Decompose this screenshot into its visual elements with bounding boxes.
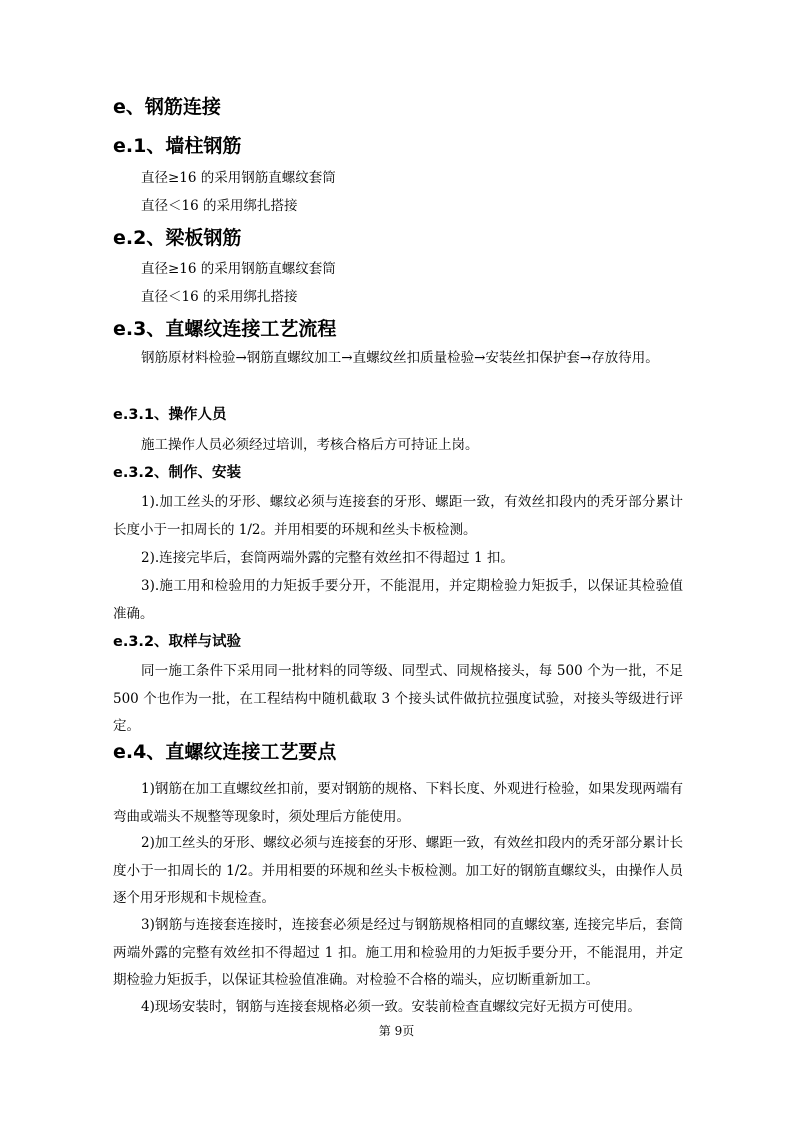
heading-e: e、钢筋连接 bbox=[113, 96, 221, 118]
heading-e2: e.2、梁板钢筋 bbox=[113, 227, 242, 249]
e4-item-4: 4)现场安装时，钢筋与连接套规格必须一致。安装前检查直螺纹完好无损方可使用。 bbox=[141, 999, 641, 1015]
e3-3-body: 同一施工条件下采用同一批材料的同等级、同型式、同规格接头，每 500 个为一批，不足 500 个也作为一批，在工程结构中随机截取 3 个接头试件做抗拉强度试验，对接头等级进行评定。 bbox=[113, 663, 683, 734]
e3-2-item-3: 3).施工用和检验用的力矩扳手要分开，不能混用，并定期检验力矩扳手，以保证其检验值准确。 bbox=[113, 578, 683, 622]
heading-e3-1: e.3.1、操作人员 bbox=[113, 407, 227, 423]
heading-e3-3: e.3.2、取样与试验 bbox=[113, 634, 242, 650]
e1-line-1: 直径≥16 的采用钢筋直螺纹套筒 bbox=[141, 170, 336, 186]
e4-item-3: 3)钢筋与连接套连接时，连接套必须是经过与钢筋规格相同的直螺纹塞, 连接完毕后，套筒两端外露的完整有效丝扣不得超过 1 扣。施工用和检验用的力矩扳手要分开，不能混用，并定期检验力矩扳手，以保证其检验值准确。对检验不合格的端头，应切断重新加工。 bbox=[113, 917, 683, 988]
e3-2-item-1: 1).加工丝头的牙形、螺纹必须与连接套的牙形、螺距一致，有效丝扣段内的秃牙部分累计长度小于一扣周长的 1/2。并用相要的环规和丝头卡板检测。 bbox=[113, 494, 683, 538]
e4-item-1: 1)钢筋在加工直螺纹丝扣前，要对钢筋的规格、下料长度、外观进行检验，如果发现两端有弯曲或端头不规整等现象时，须处理后方能使用。 bbox=[113, 781, 683, 825]
e3-2-item-2: 2).连接完毕后，套筒两端外露的完整有效丝扣不得超过 1 扣。 bbox=[141, 550, 514, 566]
heading-e3-2: e.3.2、制作、安装 bbox=[113, 465, 242, 481]
e3-1-body: 施工操作人员必须经过培训，考核合格后方可持证上岗。 bbox=[141, 437, 479, 453]
e3-body: 钢筋原材料检验→钢筋直螺纹加工→直螺纹丝扣质量检验→安装丝扣保护套→存放待用。 bbox=[141, 350, 659, 366]
e1-line-2: 直径＜16 的采用绑扎搭接 bbox=[141, 198, 298, 214]
heading-e3: e.3、直螺纹连接工艺流程 bbox=[113, 318, 337, 340]
e4-item-2: 2)加工丝头的牙形、螺纹必须与连接套的牙形、螺距一致，有效丝扣段内的秃牙部分累计长度小于一扣周长的 1/2。并用相要的环规和丝头卡板检测。加工好的钢筋直螺纹头，由操作人员逐个用牙形规和卡规检查。 bbox=[113, 835, 683, 906]
page-number: 第 9页 bbox=[378, 1024, 415, 1038]
e2-line-1: 直径≥16 的采用钢筋直螺纹套筒 bbox=[141, 261, 336, 277]
e2-line-2: 直径＜16 的采用绑扎搭接 bbox=[141, 289, 298, 305]
heading-e4: e.4、直螺纹连接工艺要点 bbox=[113, 741, 337, 763]
heading-e1: e.1、墙柱钢筋 bbox=[113, 135, 242, 157]
